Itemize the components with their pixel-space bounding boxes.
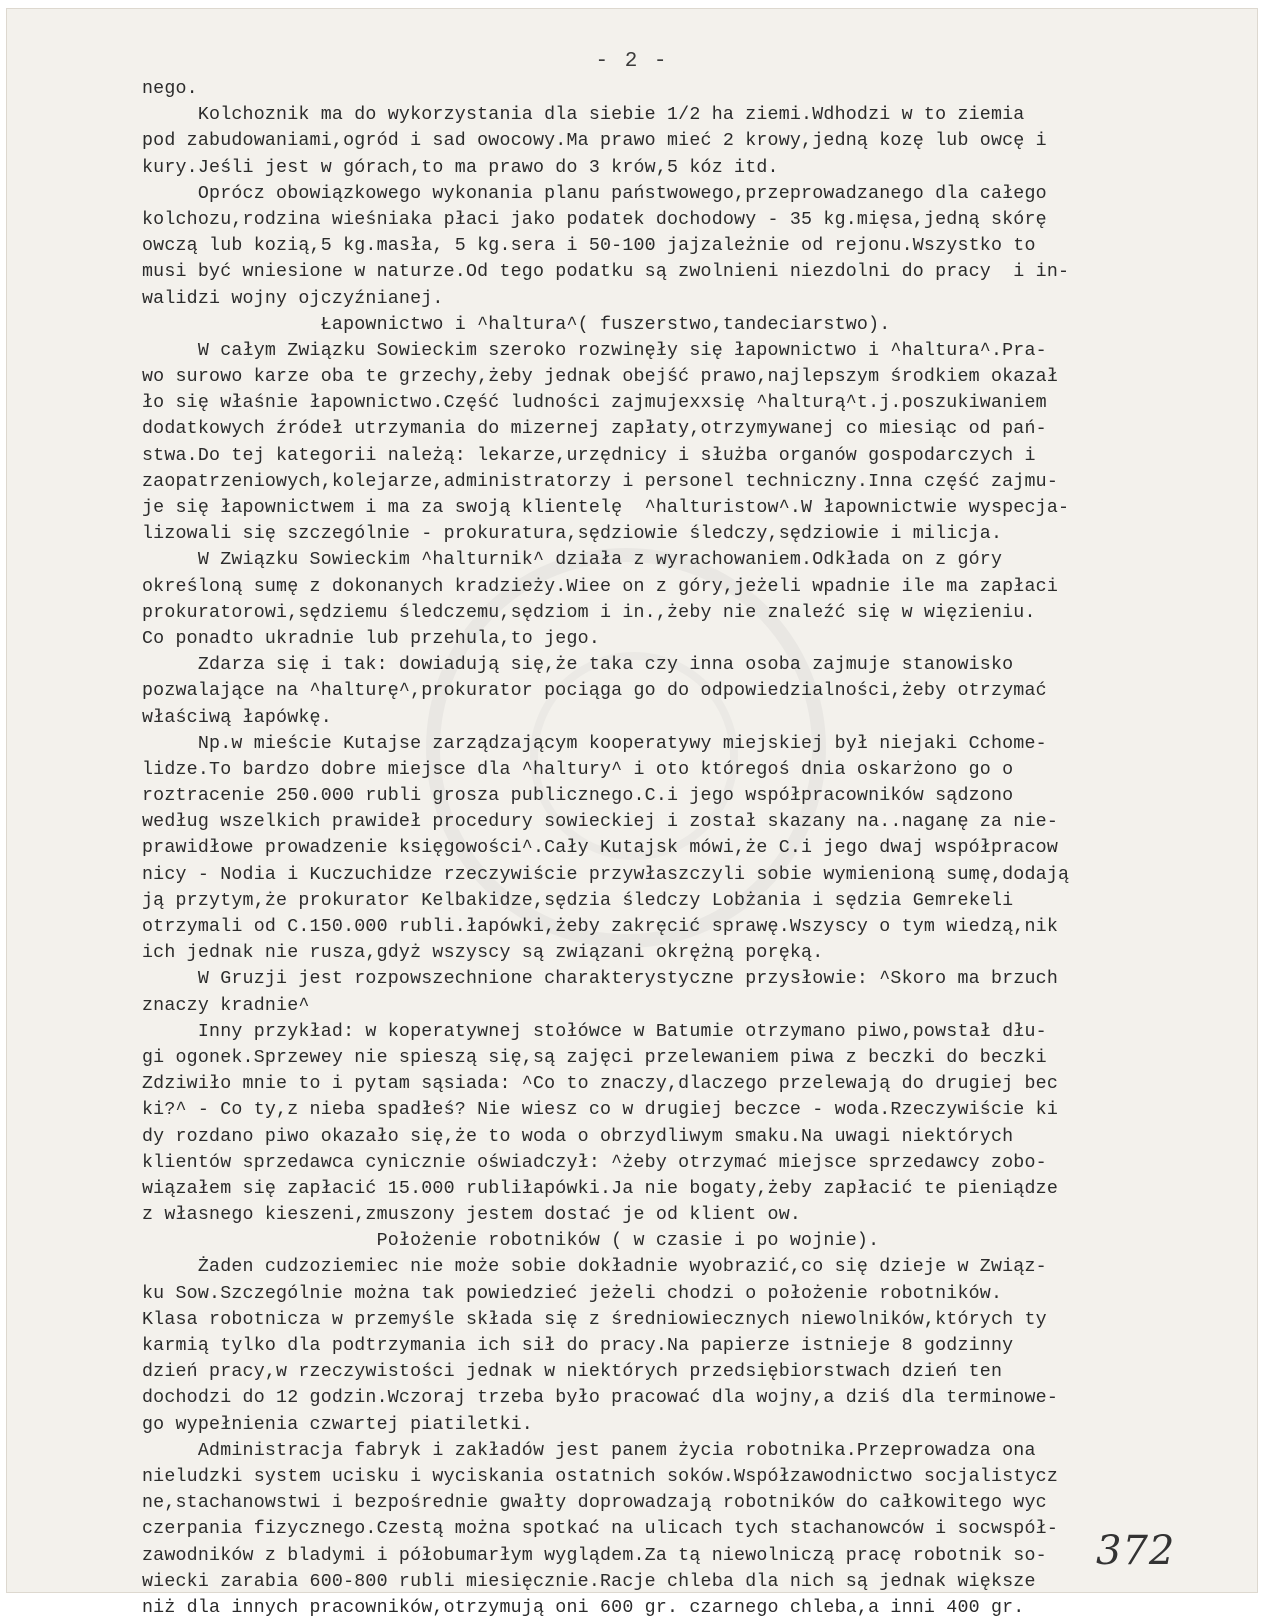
text-line: kolchozu,rodzina wieśniaka płaci jako podatek dochodowy - 35 kg.mięsa,jedną skórę [142,209,1047,230]
text-line: według wszelkich prawideł procedury sowieckiej i został skazany na..naganę za nie- [142,812,1058,833]
text-line: dzień pracy,w rzeczywistości jednak w niektórych przedsiębiorstwach dzień ten [142,1362,1003,1383]
text-line: Inny przykład: w koperatywnej stołówce w Batumie otrzymano piwo,powstał dłu- [142,1021,1047,1042]
text-line: dy rozdano piwo okazało się,że to woda o obrzydliwym smaku.Na uwagi niektórych [142,1126,1014,1147]
text-line: klientów sprzedawca cynicznie oświadczył: ^żeby otrzymać miejsce sprzedawcy zobo- [142,1152,1047,1173]
text-line: właściwą łapówkę. [142,707,332,728]
text-line: karmią tylko dla podtrzymania ich sił do pracy.Na papierze istnieje 8 godzinny [142,1336,1014,1356]
text-line: znaczy kradnie^ [142,995,310,1016]
text-line: go wypełnienia czwartej piatiletki. [142,1414,533,1435]
archive-number: 372 [1096,1528,1176,1574]
page-number: - 2 - [595,50,669,73]
text-line: walidzi wojny ojczyźnianej. [142,288,444,309]
text-line: musi być wniesione w naturze.Od tego podatku są zwolnieni niezdolni do pracy i in- [142,262,1070,283]
text-line: wiązałem się zapłacić 15.000 rubliłapówki.Ja nie bogaty,żeby zapłacić te pieniądze [142,1178,1058,1199]
text-line: Administracja fabryk i zakładów jest panem życia robotnika.Przeprowadza ona [142,1440,1036,1461]
text-line: zaopatrzeniowych,kolejarze,administratorzy i personel techniczny.Inna część zajmu- [142,471,1058,492]
text-line: je się łapownictwem i ma za swoją klientelę ^halturistow^.W łapownictwie wyspecja- [142,498,1070,518]
text-line: niż dla innych pracowników,otrzymują oni 600 gr. czarnego chleba,a inni 400 gr. [142,1597,1025,1618]
text-line: Zdziwiło mnie to i pytam sąsiada: ^Co to znaczy,dlaczego przelewają do drugiej bec [142,1074,1058,1095]
text-line: Oprócz obowiązkowego wykonania planu państwowego,przeprowadzanego dla całego [142,183,1047,204]
text-line: gi ogonek.Sprzewey nie spieszą się,są zajęci przelewaniem piwa z beczki do beczki [142,1047,1047,1068]
text-line: Np.w mieście Kutajse zarządzającym kooperatywy miejskiej był niejaki Cchome- [142,733,1047,754]
text-line: Klasa robotnicza w przemyśle składa się z średniowiecznych niewolników,których ty [142,1309,1047,1330]
text-line: W Związku Sowieckim ^halturnik^ działa z wyrachowaniem.Odkłada on z góry [142,550,1003,571]
text-line: lizowali się szczególnie - prokuratura,sędziowie śledczy,sędziowie i milicja. [142,524,1003,545]
text-line: W całym Związku Sowieckim szeroko rozwinęły się łapownictwo i ^haltura^.Pra- [142,340,1047,361]
text-line: czerpania fizycznego.Czestą można spotkać na ulicach tych stachanowców i socwspół- [142,1519,1058,1540]
text-line: otrzymali od C.150.000 rubli.łapówki,żeby zakręcić sprawę.Wszyscy o tym wiedzą,nik [142,917,1058,937]
text-line: W Gruzji jest rozpowszechnione charakterystyczne przysłowie: ^Skoro ma brzuch [142,969,1058,990]
text-line: ją przytym,że prokurator Kelbakidze,sędzia śledczy Lobżania i sędzia Gemrekeli [142,890,1014,911]
text-line: zawodników z bladymi i półobumarłym wyglądem.Za tą niewolniczą pracę robotnik so- [142,1545,1047,1566]
text-line: pod zabudowaniami,ogród i sad owocowy.Ma prawo mieć 2 krowy,jedną kozę lub owcę i [142,131,1047,152]
text-line: stwa.Do tej kategorii należą: lekarze,urzędnicy i służba organów gospodarczych i [142,445,1036,466]
text-line: ki?^ - Co ty,z nieba spadłeś? Nie wiesz co w drugiej beczce - woda.Rzeczywiście ki [142,1100,1058,1121]
typed-text [142,76,1252,1621]
text-line: z własnego kieszeni,zmuszony jestem dostać je od klient ow. [142,1205,802,1226]
text-line: Kolchoznik ma do wykorzystania dla siebie 1/2 ha ziemi.Wdhodzi w to ziemia [142,105,1025,126]
text-line: ne,stachanowstwi i bezpośrednie gwałty doprowadzają robotników do całkowitego wyc [142,1493,1047,1514]
document-page [6,8,1258,1618]
text-line: ło się właśnie łapownictwo.Część ludności zajmujexxsię ^halturą^t.j.poszukiwaniem [142,393,1047,414]
text-line: Zdarza się i tak: dowiadują się,że taka czy inna osoba zajmuje stanowisko [142,655,1014,676]
text-line: nego. [142,79,198,99]
text-line: Położenie robotników ( w czasie i po wojnie). [142,1231,880,1252]
text-line: dodatkowych źródeł utrzymania do mizernej zapłaty,otrzymywanej co miesiąc od pań- [142,419,1047,440]
text-line: dochodzi do 12 godzin.Wczoraj trzeba było pracować dla wojny,a dziś dla terminowe- [142,1388,1058,1409]
text-line: ich jednak nie rusza,gdyż wszyscy są związani okrężną poręką. [142,943,824,964]
text-line: pozwalające na ^halturę^,prokurator pociąga go do odpowiedzialności,żeby otrzymać [142,681,1047,702]
text-line: kury.Jeśli jest w górach,to ma prawo do 3 krów,5 kóz itd. [142,157,779,178]
text-line: prokuratorowi,sędziemu śledczemu,sędziom i in.,żeby nie znaleźć się w więzieniu. [142,602,1036,623]
text-line: określoną sumę z dokonanych kradzieży.Wiee on z góry,jeżeli wpadnie ile ma zapłaci [142,576,1058,597]
text-line: wo surowo karze oba te grzechy,żeby jednak obejść prawo,najlepszym środkiem okazał [142,367,1058,388]
text-line: roztracenie 250.000 rubli grosza publicznego.C.i jego współpracowników sądzono [142,786,1014,807]
text-line: nicy - Nodia i Kuczuchidze rzeczywiście przywłaszczyli sobie wymienioną sumę,dodają [142,864,1070,885]
text-line: Łapownictwo i ^haltura^( fuszerstwo,tandeciarstwo). [142,314,891,335]
text-line: wiecki zarabia 600-800 rubli miesięcznie.Racje chleba dla nich są jednak większe [142,1571,1036,1592]
text-line: lidze.To bardzo dobre miejsce dla ^haltury^ i oto któregoś dnia oskarżono go o [142,759,1014,780]
text-line: prawidłowe prowadzenie księgowości^.Cały Kutajsk mówi,że C.i jego dwaj współpracow [142,838,1058,859]
text-line: nieludzki system ucisku i wyciskania ostatnich soków.Współzawodnictwo socjalistycz [142,1466,1058,1487]
text-line: owczą lub kozią,5 kg.masła, 5 kg.sera i 50-100 jajzależnie od rejonu.Wszystko to [142,236,1036,257]
text-line: Żaden cudzoziemiec nie może sobie dokładnie wyobrazić,co się dzieje w Związ- [142,1257,1047,1278]
text-line: ku Sow.Szczególnie można tak powiedzieć jeżeli chodzi o położenie robotników. [142,1283,1003,1304]
text-line: Co ponadto ukradnie lub przehula,to jego. [142,628,600,649]
